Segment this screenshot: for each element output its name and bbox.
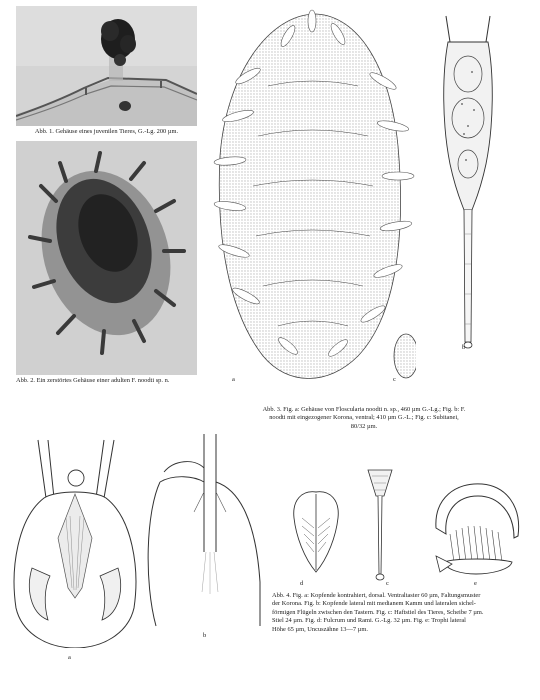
abb4-label-b: b bbox=[203, 632, 207, 639]
abb4-label-a: a bbox=[68, 654, 71, 661]
abb1-photo bbox=[16, 6, 197, 126]
abb4-caption bbox=[272, 592, 534, 634]
abb4-label-d: d bbox=[300, 580, 304, 587]
abb2-caption: Abb. 2. Ein zerstörtes Gehäuse einer adulten F. noodti sp. n. bbox=[16, 377, 170, 384]
abb4-label-e: e bbox=[474, 580, 477, 587]
abb3-caption-line1: Abb. 3. Fig. a: Gehäuse von Floscularia noodti n. sp., 460 µm G.-Lg.; Fig. b: F. bbox=[262, 406, 466, 413]
abb4-caption-line4: Stiel 24 µm. Fig. d: Fulcrum und Rami. G.-Lg. 32 µm. Fig. e: Trophi lateral bbox=[272, 617, 466, 625]
abb4d-fulcrum-rami-drawing bbox=[290, 488, 342, 576]
abb4a-head-dorsal-drawing bbox=[8, 438, 142, 648]
abb4-label-c: c bbox=[386, 580, 389, 587]
abb4-caption-line1: Abb. 4. Fig. a: Kopfende kontrahiert, dorsal. Ventraltaster 60 µm, Faltungsmuster bbox=[272, 592, 481, 599]
abb3-caption-line3: 80/32 µm. bbox=[350, 422, 378, 430]
abb3-caption bbox=[214, 406, 514, 431]
abb3a-case-drawing bbox=[208, 6, 416, 392]
abb3-caption-line2: noodti mit eingezogener Korona, ventral; 410 µm G.-L.; Fig. c: Subitanei, bbox=[269, 414, 459, 422]
abb3-label-b: b bbox=[462, 344, 466, 351]
abb2-photo bbox=[16, 141, 197, 375]
abb4-caption-line5: Höhe 65 µm, Uncuszähne 13—7 µm. bbox=[272, 625, 368, 633]
abb4-caption-line2: der Korona. Fig. b: Kopfende lateral mit medianem Kamm und lateralen sichel- bbox=[272, 600, 476, 608]
abb1-caption: Abb. 1. Gehäuse eines juvenilen Tieres, G.-Lg. 200 µm. bbox=[34, 128, 179, 135]
abb4-caption-line3: förmigen Flügeln zwischen den Tastern. Fig. c: Haftstiel des Tieres, Scheibe 7 µm. bbox=[272, 608, 484, 616]
abb4c-foot-stalk-drawing bbox=[364, 466, 396, 584]
abb4b-head-lateral-drawing bbox=[144, 432, 262, 628]
abb3-label-a: a bbox=[232, 376, 235, 383]
abb3-label-c: c bbox=[393, 376, 396, 383]
abb3b-animal-drawing bbox=[428, 14, 508, 354]
abb4e-trophi-lateral-drawing bbox=[426, 478, 526, 578]
